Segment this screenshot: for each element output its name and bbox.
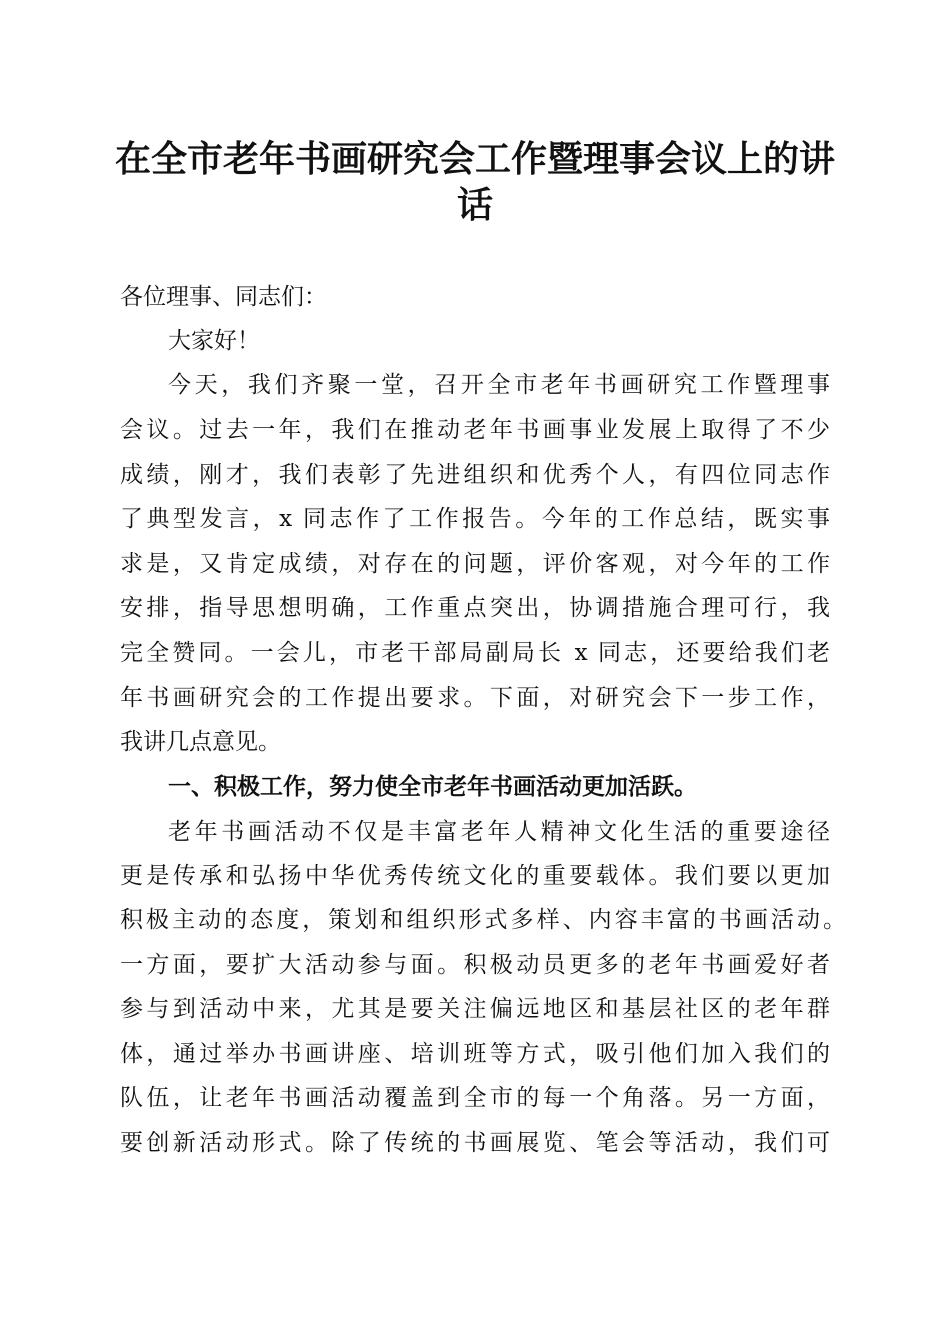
text-line: 求是，又肯定成绩，对存在的问题，评价客观，对今年的工作 <box>120 551 830 577</box>
text-line: 今天，我们齐聚一堂，召开全市老年书画研究工作暨理事 <box>168 372 830 398</box>
text-line: 参与到活动中来，尤其是要关注偏远地区和基层社区的老年群 <box>120 996 830 1022</box>
title-line-2: 话 <box>456 184 493 226</box>
text-line: 完全赞同。一会儿，市老干部局副局长 x 同志，还要给我们老 <box>120 640 830 666</box>
text-line: 老年书画活动不仅是丰富老年人精神文化生活的重要途径 <box>168 819 830 845</box>
text-line: 了典型发言，x 同志作了工作报告。今年的工作总结，既实事 <box>120 506 830 532</box>
text-line: 积极主动的态度，策划和组织形式多样、内容丰富的书画活动。 <box>120 907 846 933</box>
text-line: 更是传承和弘扬中华优秀传统文化的重要载体。我们要以更加 <box>120 863 830 889</box>
text-line: 要创新活动形式。除了传统的书画展览、笔会等活动，我们可 <box>120 1130 830 1156</box>
text-line: 会议。过去一年，我们在推动老年书画事业发展上取得了不少 <box>120 417 830 443</box>
text-line: 我讲几点意见。 <box>120 729 281 755</box>
text-line: 安排，指导思想明确，工作重点突出，协调措施合理可行，我 <box>120 595 830 621</box>
title-line-1: 在全市老年书画研究会工作暨理事会议上的讲 <box>114 138 835 180</box>
text-line: 体，通过举办书画讲座、培训班等方式，吸引他们加入我们的 <box>120 1041 830 1067</box>
text-line: 队伍，让老年书画活动覆盖到全市的每一个角落。另一方面， <box>120 1085 830 1111</box>
section-heading: 一、积极工作，努力使全市老年书画活动更加活跃。 <box>168 774 697 800</box>
text-line: 大家好！ <box>168 328 260 354</box>
text-line: 成绩，刚才，我们表彰了先进组织和优秀个人，有四位同志作 <box>120 462 830 488</box>
text-line: 各位理事、同志们： <box>120 284 327 310</box>
text-line: 年书画研究会的工作提出要求。下面，对研究会下一步工作， <box>120 685 830 711</box>
text-line: 一方面，要扩大活动参与面。积极动员更多的老年书画爱好者 <box>120 952 830 978</box>
